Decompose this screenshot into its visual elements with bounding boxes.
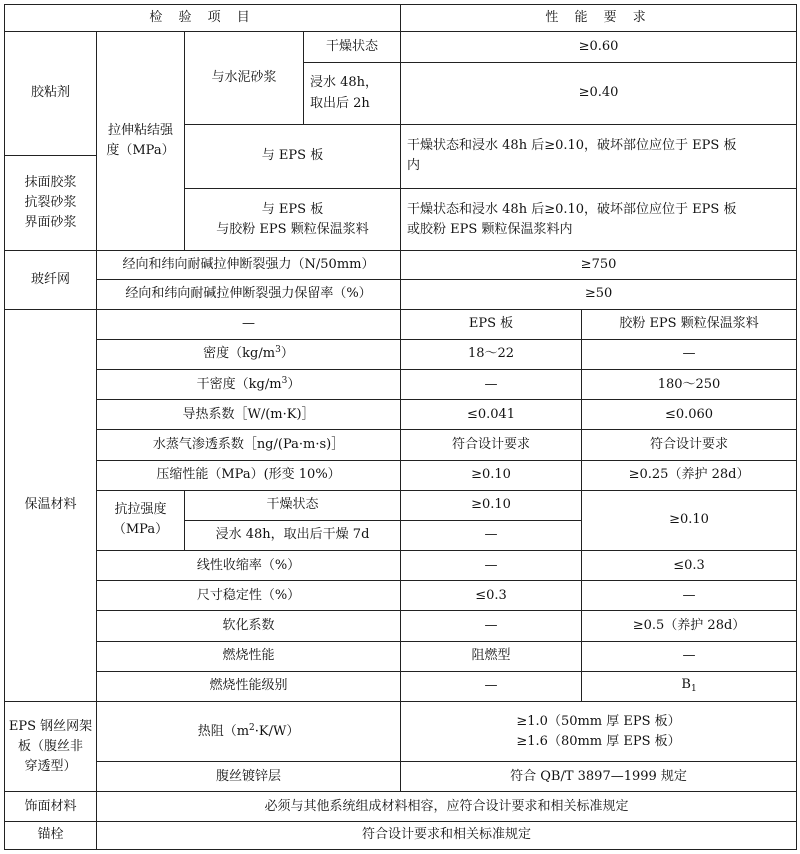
insulation-col-eps: EPS 板: [401, 309, 582, 339]
tensile-soak-eps: —: [401, 520, 582, 550]
table-row: [5, 671, 797, 701]
table-row: [5, 400, 797, 430]
shrink-slurry: ≤0.3: [582, 551, 797, 581]
finish-label: 饰面材料: [5, 792, 97, 821]
table-row: [5, 251, 797, 279]
tensile-soak-label: 浸水 48h，取出后干燥 7d: [185, 520, 401, 550]
insulation-col-dash: —: [97, 309, 401, 339]
burn-grade-eps: —: [401, 671, 582, 701]
shrink-eps: —: [401, 551, 582, 581]
compress-label: 压缩性能（MPa）(形变 10%）: [97, 460, 401, 490]
table-row: [5, 279, 797, 309]
soften-eps: —: [401, 611, 582, 641]
density-eps: 18～22: [401, 339, 582, 369]
dry-density-slurry: 180～250: [582, 370, 797, 400]
table-row: [5, 430, 797, 460]
adhesive-label: 胶粘剂: [5, 32, 97, 156]
soften-slurry: ≥0.5（养护 28d）: [582, 611, 797, 641]
soften-label: 软化系数: [97, 611, 401, 641]
burn-label: 燃烧性能: [97, 641, 401, 671]
conductivity-slurry: ≤0.060: [582, 400, 797, 430]
table-row: [5, 460, 797, 490]
table-row: [5, 792, 797, 821]
tensile-dry-eps: ≥0.10: [401, 490, 582, 520]
dry-density-eps: —: [401, 370, 582, 400]
density-label: 密度$(kg/m^3)$: [97, 339, 401, 369]
dry-state-label: 干燥状态: [304, 32, 401, 63]
tensile-bond-label: 拉伸粘结强 度（MPa）: [97, 32, 185, 251]
compress-slurry: ≥0.25（养护 28d）: [582, 460, 797, 490]
tensile-slurry: ≥0.10: [582, 490, 797, 550]
thermal-resistance-label: 热阻$(m^2\cdot K/W)$: [97, 701, 401, 761]
burn-grade-label: 燃烧性能级别: [97, 671, 401, 701]
eps-slurry-label: 与 EPS 板 与胶粉 EPS 颗粒保温浆料: [185, 189, 401, 251]
vapor-eps: 符合设计要求: [401, 430, 582, 460]
table-row: [5, 551, 797, 581]
soak-value: ≥0.40: [401, 63, 797, 124]
burn-eps: 阻燃型: [401, 641, 582, 671]
thermal-resistance-value: ≥1.0（50mm 厚 EPS 板） ≥1.6（80mm 厚 EPS 板）: [401, 701, 797, 761]
burn-grade-slurry: $B_1$: [582, 671, 797, 701]
conductivity-label: 导热系数［W/(m·K)］: [97, 400, 401, 430]
density-slurry: —: [582, 339, 797, 369]
vapor-label: 水蒸气渗透系数［ng/(Pa·m·s)］: [97, 430, 401, 460]
table-row: [5, 339, 797, 369]
anchor-value: 符合设计要求和相关标准规定: [97, 821, 797, 849]
stability-slurry: —: [582, 581, 797, 611]
mortar-group-label: 抹面胶浆 抗裂砂浆 界面砂浆: [5, 155, 97, 251]
table-row: [5, 581, 797, 611]
burn-slurry: —: [582, 641, 797, 671]
table-row: [5, 32, 797, 63]
header-item: 检 验 项 目: [5, 5, 401, 32]
table-row: [5, 641, 797, 671]
eps-slurry-value: 干燥状态和浸水 48h 后≥0.10，破坏部位应位于 EPS 板 或胶粉 EPS 颗粒保温浆料内: [401, 189, 797, 251]
shrink-label: 线性收缩率（%）: [97, 551, 401, 581]
eps-mesh-label: EPS 钢丝网架 板（腹丝非 穿透型）: [5, 701, 97, 792]
table-row: [5, 762, 797, 792]
tensile-dry-label: 干燥状态: [185, 490, 401, 520]
vapor-slurry: 符合设计要求: [582, 430, 797, 460]
fiber-retention-label: 经向和纬向耐碱拉伸断裂强力保留率（%）: [97, 279, 401, 309]
eps-board-value: 干燥状态和浸水 48h 后≥0.10，破坏部位应位于 EPS 板 内: [401, 124, 797, 188]
fiber-strength-value: ≥750: [401, 251, 797, 279]
soak-label: 浸水 48h， 取出后 2h: [304, 63, 401, 124]
table-row: [5, 821, 797, 849]
fiber-retention-value: ≥50: [401, 279, 797, 309]
galvanized-value: 符合 QB/T 3897—1999 规定: [401, 762, 797, 792]
header-requirement: 性 能 要 求: [401, 5, 797, 32]
dry-state-value: ≥0.60: [401, 32, 797, 63]
cement-mortar-label: 与水泥砂浆: [185, 32, 304, 125]
finish-value: 必须与其他系统组成材料相容，应符合设计要求和相关标准规定: [97, 792, 797, 821]
stability-label: 尺寸稳定性（%）: [97, 581, 401, 611]
performance-table: [4, 4, 797, 850]
stability-eps: ≤0.3: [401, 581, 582, 611]
table-row: [5, 370, 797, 400]
table-row: [5, 309, 797, 339]
fiberglass-label: 玻纤网: [5, 251, 97, 309]
table-row: [5, 5, 797, 32]
table-row: [5, 490, 797, 520]
eps-board-label: 与 EPS 板: [185, 124, 401, 188]
insulation-label: 保温材料: [5, 309, 97, 701]
dry-density-label: 干密度$(kg/m^3)$: [97, 370, 401, 400]
galvanized-label: 腹丝镀锌层: [97, 762, 401, 792]
insulation-col-slurry: 胶粉 EPS 颗粒保温浆料: [582, 309, 797, 339]
conductivity-eps: ≤0.041: [401, 400, 582, 430]
table-row: [5, 701, 797, 761]
anchor-label: 锚栓: [5, 821, 97, 849]
tensile-strength-label: 抗拉强度 （MPa）: [97, 490, 185, 550]
fiber-strength-label: 经向和纬向耐碱拉伸断裂强力（N/50mm）: [97, 251, 401, 279]
table-row: [5, 611, 797, 641]
compress-eps: ≥0.10: [401, 460, 582, 490]
